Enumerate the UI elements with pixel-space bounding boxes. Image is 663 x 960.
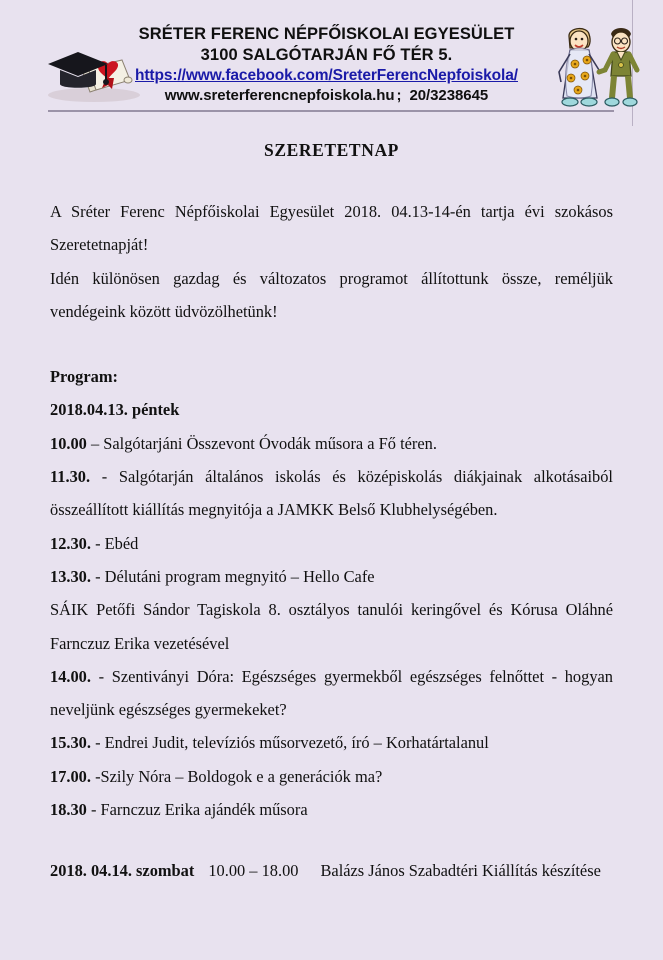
schedule-item xyxy=(50,427,613,460)
saturday-hours: 10.00 – 18.00 xyxy=(208,861,299,881)
schedule-text: - Délutáni program megnyitó – Hello Cafe xyxy=(90,566,375,586)
schedule-item xyxy=(50,793,613,826)
header-divider xyxy=(48,110,614,112)
letterhead-header xyxy=(0,0,663,105)
schedule-text: -Szily Nóra – Boldogok e a generációk ma? xyxy=(90,766,383,786)
schedule-item xyxy=(50,593,613,660)
schedule-text: - Szentiványi Dóra: Egészséges gyermekből egészséges felnőttet - hogyan neveljünk egészséges gyermekeket? xyxy=(50,666,613,720)
schedule-item xyxy=(50,760,613,793)
schedule-time: 10.00 xyxy=(50,433,87,453)
schedule-time: 14.00. xyxy=(50,666,91,686)
website-link[interactable]: www.sreterferencnepfoiskola.hu xyxy=(164,87,395,105)
organization-address: 3100 SALGÓTARJÁN FŐ TÉR 5. xyxy=(200,46,453,65)
phone-number: 20/3238645 xyxy=(409,87,489,105)
schedule-text: - Ebéd xyxy=(90,533,139,553)
schedule-time: 12.30. xyxy=(50,533,91,553)
schedule-text: – Salgótarjáni Összevont Óvodák műsora a Fő téren. xyxy=(86,433,437,453)
intro-paragraph-2: Idén különösen gazdag és változatos programot állítottunk össze, reméljük vendégeink között üdvözölhetünk! xyxy=(50,268,613,321)
schedule-item xyxy=(50,460,613,527)
section-spacer xyxy=(50,826,613,854)
schedule-time: 18.30 xyxy=(50,800,87,820)
schedule-time: 15.30. xyxy=(50,733,91,753)
schedule-time: 13.30. xyxy=(50,566,91,586)
two-people-illustration xyxy=(547,20,655,118)
schedule-text: SÁIK Petőfi Sándor Tagiskola 8. osztályos tanulói keringővel és Kórusa Oláhné Farnczuz Erika vezetésével xyxy=(50,600,613,653)
saturday-schedule-item xyxy=(50,854,613,887)
page-title: SZERETETNAP xyxy=(264,140,399,160)
contact-separator: ; xyxy=(396,87,402,105)
schedule-item xyxy=(50,726,613,759)
saturday-date: 2018. 04.14. szombat xyxy=(50,861,195,881)
schedule-time: 17.00. xyxy=(50,766,91,786)
facebook-link[interactable]: https://www.facebook.com/SreterFerencNepfoiskola/ xyxy=(135,67,518,85)
intro-paragraph-1: A Sréter Ferenc Népfőiskolai Egyesület 2018. 04.13-14-én tartja évi szokásos Szeretetnapját! xyxy=(50,202,613,255)
program-heading: Program: xyxy=(50,367,118,387)
schedule-time: 11.30. xyxy=(50,467,91,487)
section-spacer xyxy=(50,328,613,360)
saturday-text: Balázs János Szabadtéri Kiállítás készítése xyxy=(320,861,601,881)
schedule-item xyxy=(50,527,613,560)
schedule-text: - Farnczuz Erika ajándék műsora xyxy=(86,800,308,820)
schedule-item xyxy=(50,660,613,727)
contact-line xyxy=(50,86,603,105)
schedule-text: - Endrei Judit, televíziós műsorvezető, író – Korhatártalanul xyxy=(90,733,489,753)
document-body xyxy=(50,128,613,888)
organization-name: SRÉTER FERENC NÉPFŐISKOLAI EGYESÜLET xyxy=(138,25,515,43)
friday-date: 2018.04.13. péntek xyxy=(50,400,180,420)
schedule-text: - Salgótarján általános iskolás és középiskolás diákjainak alkotásaiból összeállított kiállítás megnyitója a JAMKK Belső Klubhelységében. xyxy=(50,467,613,520)
schedule-item xyxy=(50,560,613,593)
